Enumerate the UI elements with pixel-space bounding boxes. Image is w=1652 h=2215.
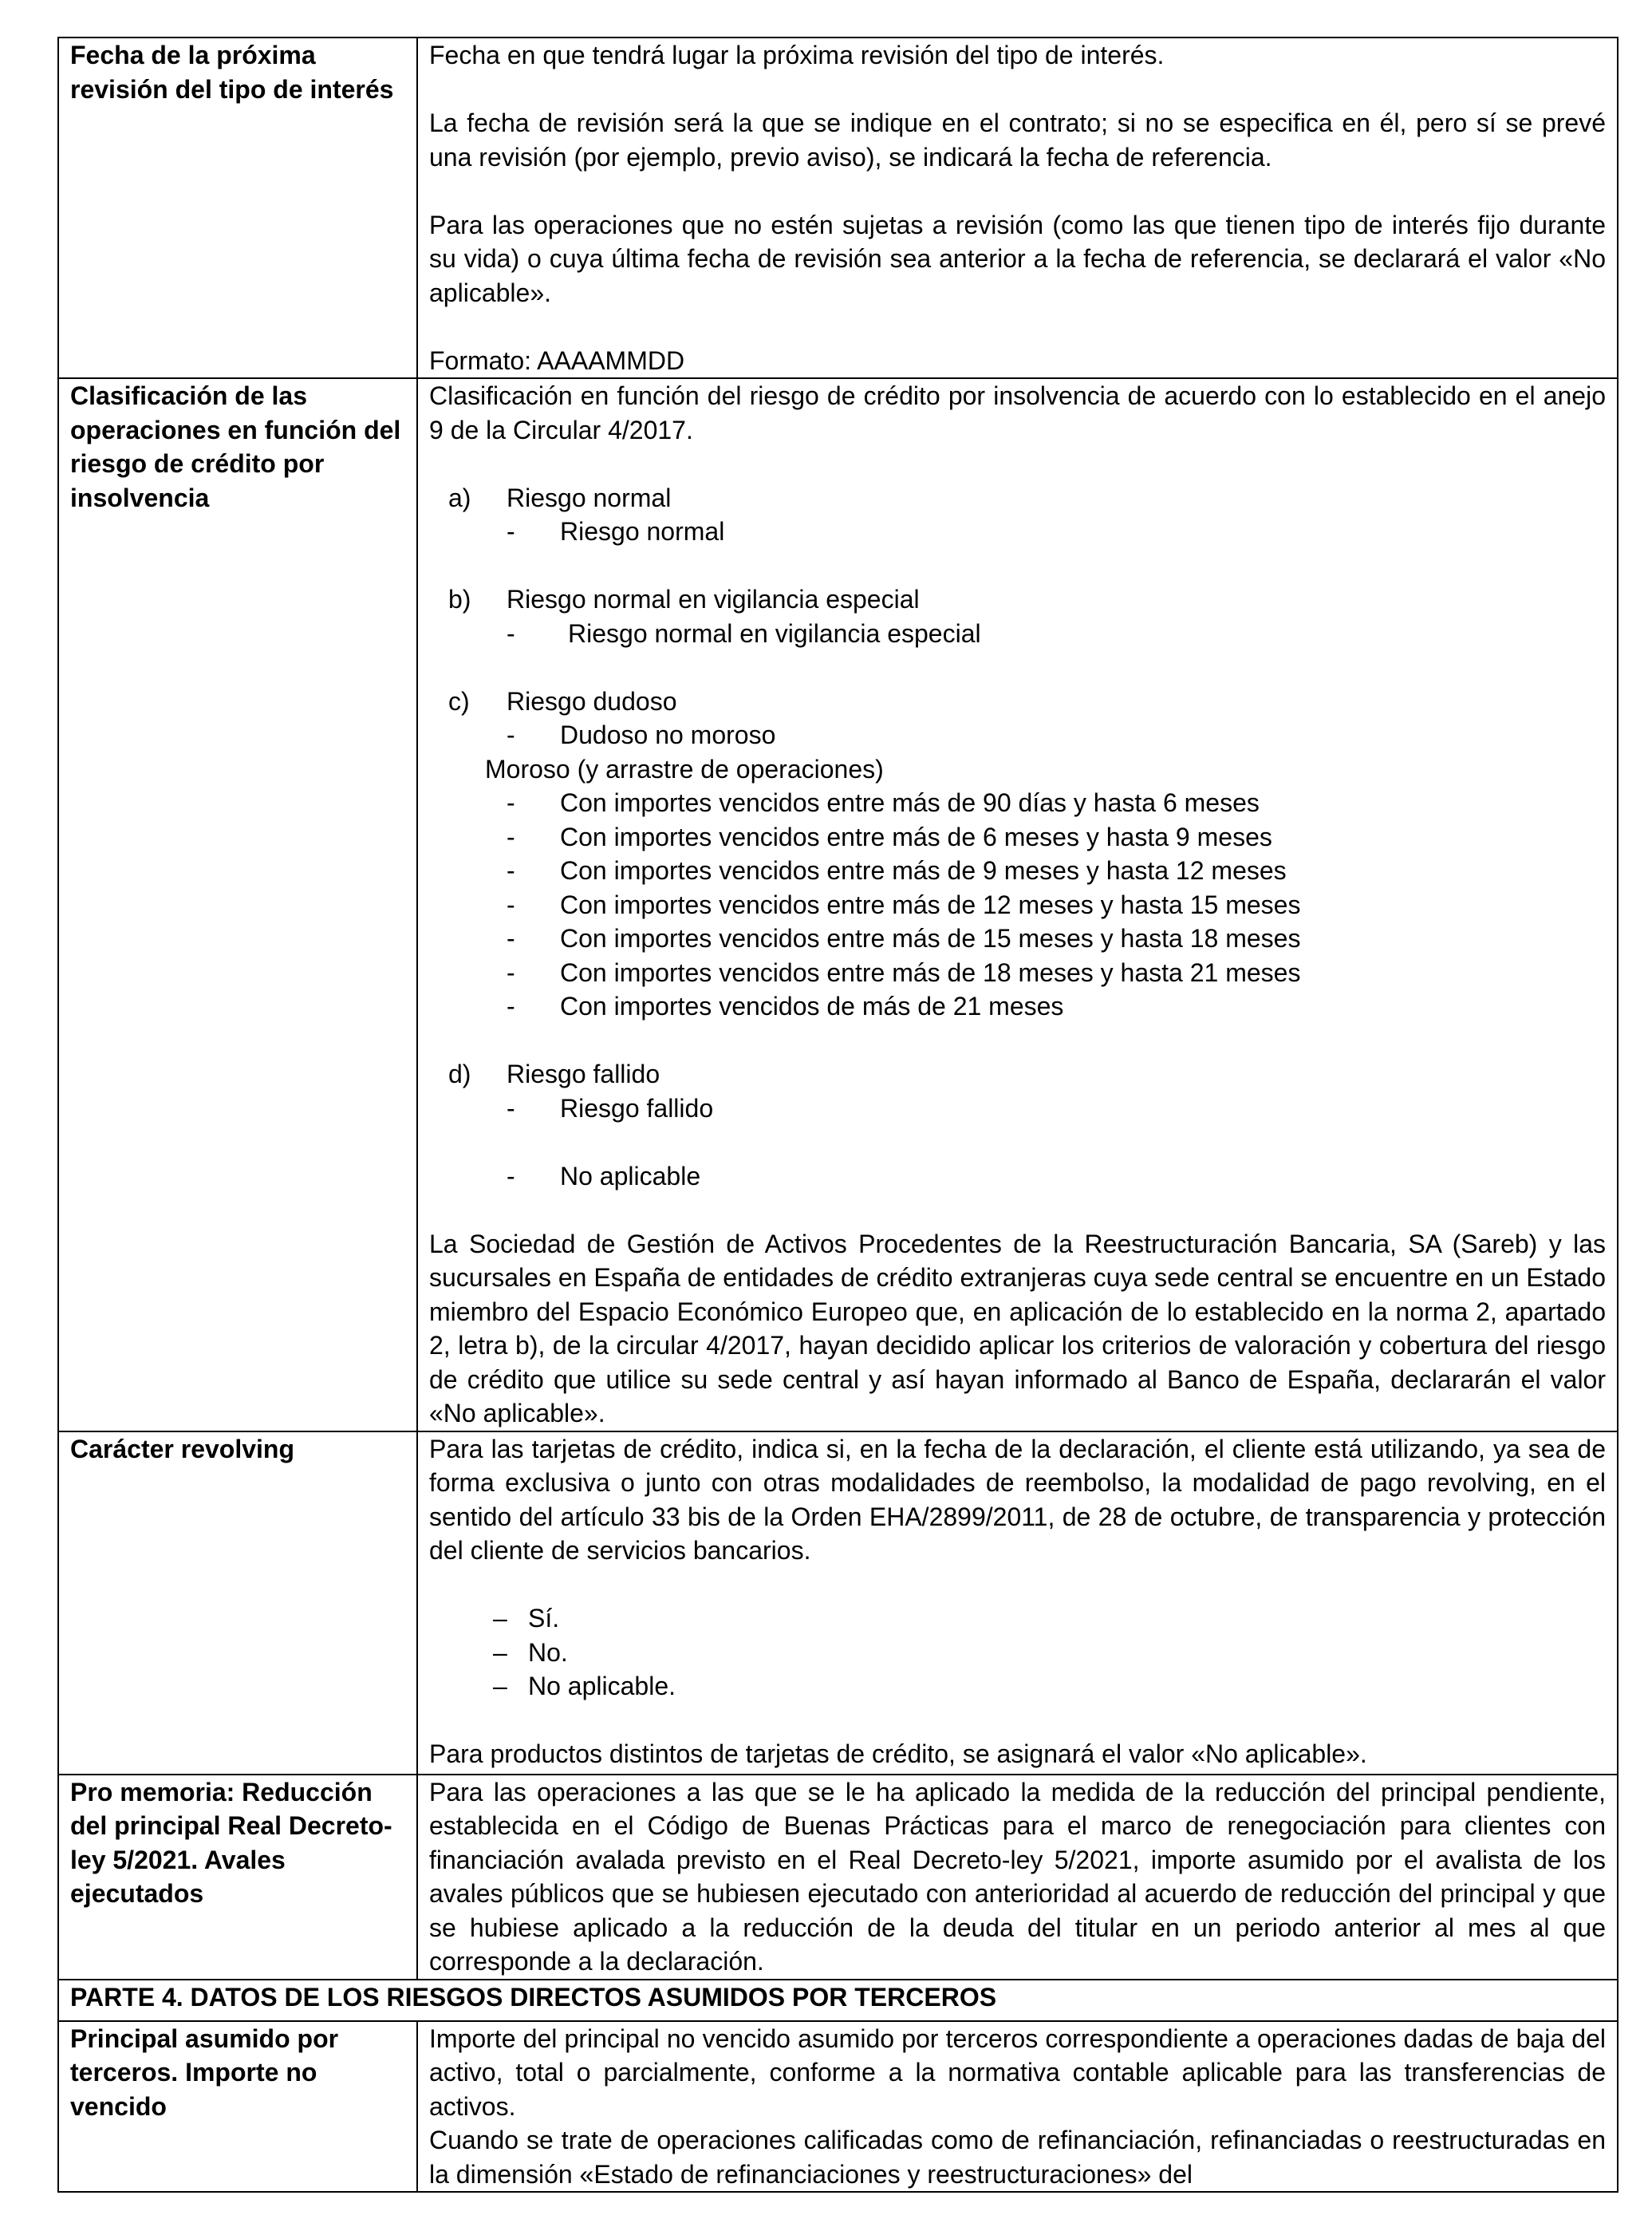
list-item-label: Riesgo normal [560, 517, 725, 546]
list-item [429, 481, 1606, 515]
list-item [429, 1092, 1606, 1126]
list-item [429, 786, 1606, 820]
field-name: Pro memoria: Reducción del principal Real Decreto-ley 5/2021. Avales ejecutados [58, 1775, 417, 1980]
list-item [429, 685, 1606, 719]
dash-marker: - [507, 822, 515, 851]
paragraph: Formato: AAAAMMDD [429, 345, 685, 375]
list-marker: c) [448, 686, 470, 716]
list-item-label: Con importes vencidos de más de 21 meses [560, 992, 1064, 1021]
list-item-label: No aplicable [560, 1161, 701, 1190]
sublist-heading: Moroso (y arrastre de operaciones) [485, 754, 884, 784]
list-item-label: Riesgo normal en vigilancia especial [568, 618, 981, 648]
list-item-label: Dudoso no moroso [560, 721, 776, 749]
paragraph: Para las operaciones que no estén sujetas a revisión (como las que tienen tipo de interés fijo durante su vida) o cuya última fecha de revisión sea anterior a la fecha de referencia, se declarará el valor «No aplicable». [429, 210, 1606, 307]
field-description [417, 1775, 1618, 1980]
list-item-label: Con importes vencidos entre más de 12 meses y hasta 15 meses [560, 890, 1301, 919]
dash-marker: - [507, 1161, 515, 1190]
field-description [417, 2021, 1618, 2193]
paragraph: Fecha en que tendrá lugar la próxima revisión del tipo de interés. [429, 41, 1165, 69]
list-item-label: Riesgo fallido [507, 1060, 660, 1088]
list-item [429, 888, 1606, 922]
table-row-clasificacion [58, 378, 1618, 1431]
dash-marker: - [507, 992, 515, 1021]
list-item-label: Sí. [528, 1604, 560, 1633]
list-item-label: Con importes vencidos entre más de 90 días y hasta 6 meses [560, 788, 1260, 817]
field-description [417, 38, 1618, 378]
list-item-label: Con importes vencidos entre más de 18 meses y hasta 21 meses [560, 957, 1301, 987]
section-heading: PARTE 4. DATOS DE LOS RIESGOS DIRECTOS ASUMIDOS POR TERCEROS [58, 1980, 1618, 2021]
dash-marker: - [507, 957, 515, 987]
list-item-label: Con importes vencidos entre más de 15 meses y hasta 18 meses [560, 924, 1301, 953]
table-row-principal-asumido [58, 2021, 1618, 2193]
field-name: Principal asumido por terceros. Importe no vencido [58, 2021, 417, 2193]
dash-marker: - [507, 890, 515, 919]
table-row-pro-memoria [58, 1775, 1618, 1980]
list-marker: d) [448, 1060, 471, 1088]
definitions-table [57, 37, 1618, 2193]
paragraph: Para productos distintos de tarjetas de crédito, se asignará el valor «No aplicable». [429, 1739, 1367, 1768]
field-name: Clasificación de las operaciones en función del riesgo de crédito por insolvencia [58, 378, 417, 1431]
list-item-label: No aplicable. [528, 1672, 676, 1700]
dash-marker: - [507, 924, 515, 953]
paragraph: Para las operaciones a las que se le ha aplicado la medida de la reducción del principal pendiente, establecida en el Código de Buenas Prácticas para el marco de renegociación para clientes con financiación avalada previsto en el Real Decreto-ley 5/2021, importe asumido por el avalista de los avales públicos que se hubiesen ejecutado con anterioridad al acuerdo de reducción del principal y que se hubiese aplicado a la reducción de la deuda del titular en un periodo anterior al mes al que corresponde a la declaración. [429, 1777, 1606, 1976]
list-item [429, 515, 1606, 549]
list-marker: b) [448, 585, 471, 614]
table-row-section-heading [58, 1980, 1618, 2021]
paragraph: Cuando se trate de operaciones calificadas como de refinanciación, refinanciadas o reestructuradas en la dimensión «Estado de refinanciaciones y reestructuraciones» del [429, 2126, 1606, 2189]
dash-marker: - [507, 721, 515, 749]
dash-marker: - [507, 517, 515, 546]
list-item [429, 1057, 1606, 1092]
table-row-revolving [58, 1431, 1618, 1775]
list-item [429, 922, 1606, 956]
table-row-fecha-revision [58, 38, 1618, 378]
list-item-label: Riesgo normal [507, 483, 672, 512]
dash-marker: - [507, 618, 515, 648]
list-item-label: No. [528, 1637, 568, 1667]
list-item [429, 1601, 1606, 1636]
dash-marker: – [493, 1672, 507, 1700]
field-name: Fecha de la próxima revisión del tipo de interés [58, 38, 417, 378]
paragraph: Importe del principal no vencido asumido por terceros correspondiente a operaciones dadas de baja del activo, total o parcialmente, conforme a la normativa contable aplicable para las transferencias de activos. [429, 2024, 1606, 2121]
paragraph: Clasificación en función del riesgo de crédito por insolvencia de acuerdo con lo establecido en el anejo 9 de la Circular 4/2017. [429, 381, 1606, 444]
dash-marker: - [507, 856, 515, 885]
list-item [429, 989, 1606, 1024]
field-name: Carácter revolving [58, 1431, 417, 1775]
list-item [429, 718, 1606, 752]
paragraph: La fecha de revisión será la que se indique en el contrato; si no se especifica en él, pero sí se prevé una revisión (por ejemplo, previo aviso), se indicará la fecha de referencia. [429, 109, 1606, 172]
list-item-label: Riesgo normal en vigilancia especial [507, 585, 920, 614]
list-item [429, 617, 1606, 651]
paragraph: La Sociedad de Gestión de Activos Procedentes de la Reestructuración Bancaria, SA (Sareb) y las sucursales en España de entidades de crédito extranjeras cuya sede central se encuentre en un Estado miembro del Espacio Económico Europeo que, en aplicación de lo establecido en la norma 2, apartado 2, letra b), de la circular 4/2017, hayan decidido aplicar los criterios de valoración y cobertura del riesgo de crédito que utilice su sede central y así hayan informado al Banco de España, declararán el valor «No aplicable». [429, 1229, 1606, 1427]
field-description [417, 1431, 1618, 1775]
dash-marker: – [493, 1637, 507, 1667]
list-item [429, 1669, 1606, 1704]
dash-marker: - [507, 788, 515, 817]
dash-marker: - [507, 1093, 515, 1123]
list-item-label: Riesgo dudoso [507, 686, 677, 716]
list-item [429, 820, 1606, 855]
paragraph: Para las tarjetas de crédito, indica si, en la fecha de la declaración, el cliente está utilizando, ya sea de forma exclusiva o junto con otras modalidades de reembolso, la modalidad de pago revolving, en el sentido del artículo 33 bis de la Orden EHA/2899/2011, de 28 de octubre, de transparencia y protección del cliente de servicios bancarios. [429, 1434, 1606, 1565]
list-item [429, 582, 1606, 617]
field-description [417, 378, 1618, 1431]
dash-marker: – [493, 1604, 507, 1633]
list-item-label: Con importes vencidos entre más de 6 meses y hasta 9 meses [560, 822, 1272, 851]
list-marker: a) [448, 483, 471, 512]
list-item [429, 1636, 1606, 1670]
list-item [429, 854, 1606, 888]
list-item-label: Riesgo fallido [560, 1093, 714, 1123]
list-item [429, 956, 1606, 990]
list-item-label: Con importes vencidos entre más de 9 meses y hasta 12 meses [560, 856, 1287, 885]
list-item [429, 1159, 1606, 1194]
